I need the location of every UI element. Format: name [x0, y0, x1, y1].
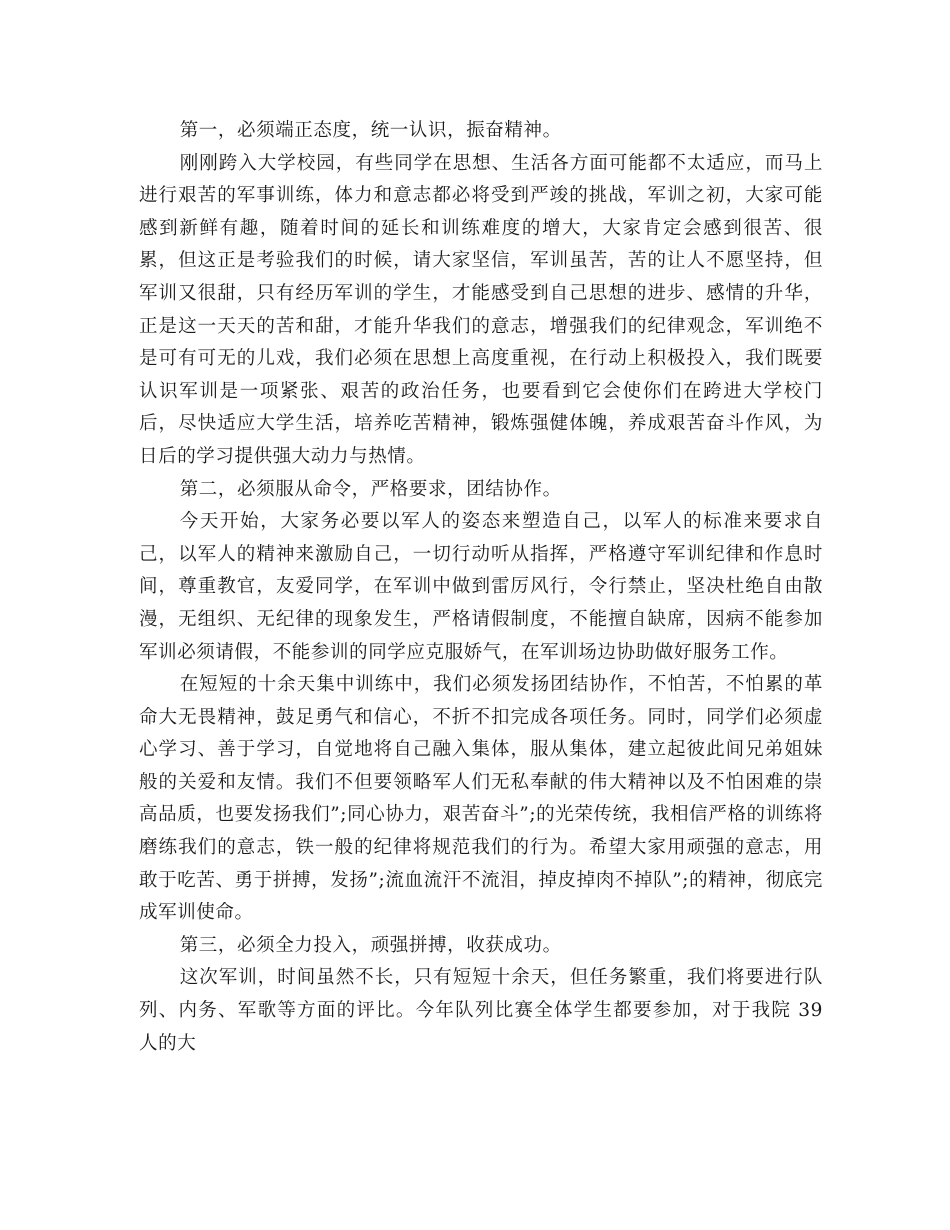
section-2-heading: 第二，必须服从命令，严格要求，团结协作。: [179, 478, 562, 500]
section-1-paragraph-1: 刚刚跨入大学校园，有些同学在思想、生活各方面可能都不太适应，而马上进行艰苦的军事训练，体力和意志都必将受到严竣的挑战，军训之初，大家可能感到新鲜有趣，随着时间的延长和训练难度的增大，大家肯定会感到很苦、很累，但这正是考验我们的时候，请大家坚信，军训虽苦，苦的让人不愿坚持，但军训又很甜，只有经历军训的学生，才能感受到自己思想的进步、感情的升华，正是这一天天的苦和甜，才能升华我们的意志，增强我们的纪律观念，军训绝不是可有可无的儿戏，我们必须在思想上高度重视，在行动上积极投入，我们既要认识军训是一项紧张、艰苦的政治任务，也要看到它会使你们在跨进大学校门后，尽快适应大学生活，培养吃苦精神，锻炼强健体魄，养成艰苦奋斗作风，为日后的学习提供强大动力与热情。: [139, 152, 823, 467]
document-body: [139, 115, 823, 1060]
section-2-paragraph-2: 在短短的十余天集中训练中，我们必须发扬团结协作，不怕苦，不怕累的革命大无畏精神，鼓足勇气和信心，不折不扣完成各项任务。同时，同学们必须虚心学习、善于学习，自觉地将自己融入集体，服从集体，建立起彼此间兄弟姐妹般的关爱和友情。我们不但要领略军人们无私奉献的伟大精神以及不怕困难的崇高品质，也要发扬我们”;同心协力，艰苦奋斗”;的光荣传统，我相信严格的训练将磨练我们的意志，铁一般的纪律将规范我们的行为。希望大家用顽强的意志，用敢于吃苦、勇于拼搏，发扬”;流血流汗不流泪，掉皮掉肉不掉队”;的精神，彻底完成军训使命。: [139, 674, 823, 924]
section-1-heading: 第一，必须端正态度，统一认识，振奋精神。: [179, 120, 562, 141]
section-3-paragraph-1: 这次军训，时间虽然不长，只有短短十余天，但任务繁重，我们将要进行队列、内务、军歌等方面的评比。今年队列比赛全体学生都要参加，对于我院 39 人的大: [139, 967, 823, 1054]
section-3-heading: 第三，必须全力投入，顽强拼搏，收获成功。: [179, 934, 562, 956]
section-2-paragraph-1: 今天开始，大家务必要以军人的姿态来塑造自己，以军人的标准来要求自己，以军人的精神来激励自己，一切行动听从指挥，严格遵守军训纪律和作息时间，尊重教官，友爱同学，在军训中做到雷厉风行，令行禁止，坚决杜绝自由散漫，无组织、无纪律的现象发生，严格请假制度，不能擅自缺席，因病不能参加军训必须请假，不能参训的同学应克服娇气，在军训场边协助做好服务工作。: [139, 511, 823, 663]
